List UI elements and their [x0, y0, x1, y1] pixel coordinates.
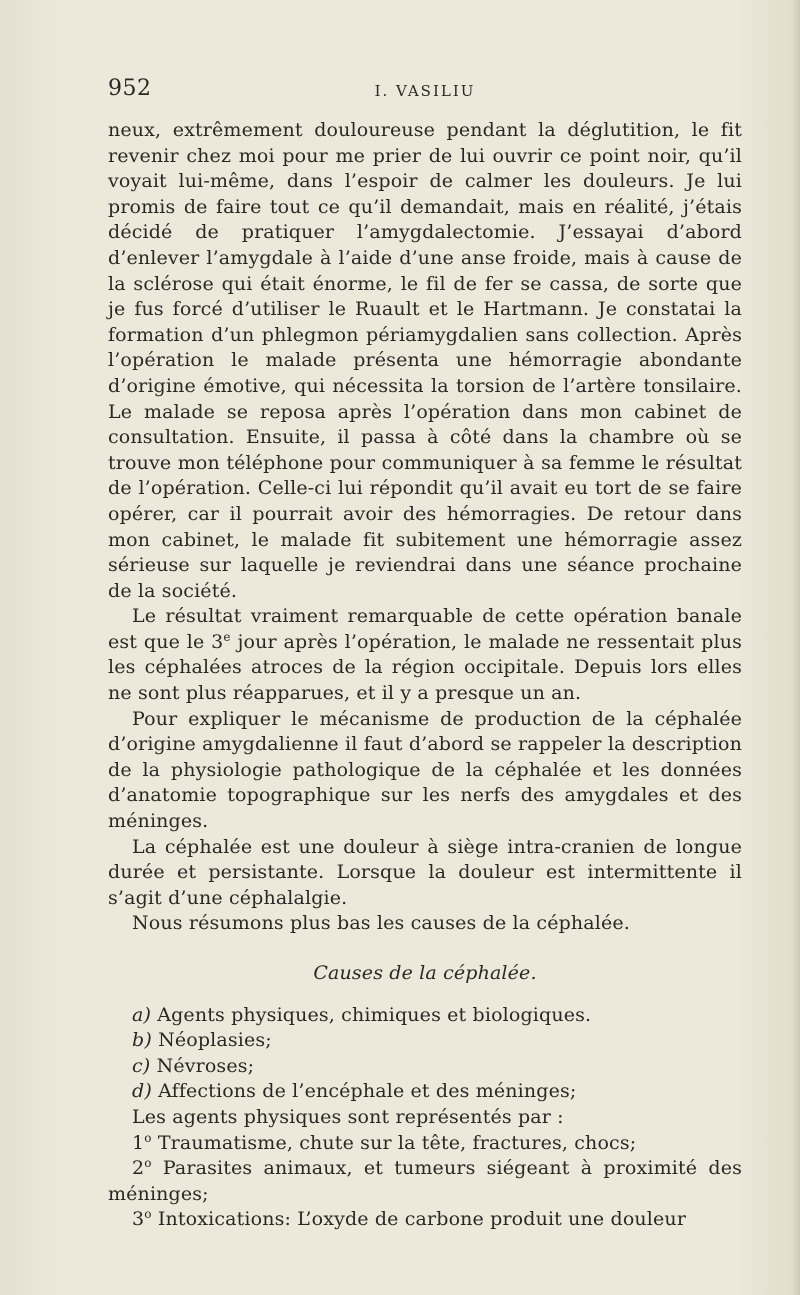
- numbered-item: [108, 1207, 742, 1233]
- cause-letter: d): [132, 1080, 152, 1103]
- item-text: Intoxications: L’oxyde de carbone produit une douleur: [151, 1208, 687, 1231]
- page-body: [108, 118, 742, 1233]
- numbered-item: [108, 1156, 742, 1207]
- cause-item: [108, 1079, 742, 1105]
- cause-text: Agents physiques, chimiques et biologiques.: [157, 1003, 592, 1026]
- numbered-item: [108, 1131, 742, 1157]
- cause-item: [108, 1054, 742, 1080]
- cause-text: Névroses;: [156, 1054, 255, 1077]
- item-text: Parasites animaux, et tumeurs siégeant à proximité des méninges;: [108, 1157, 742, 1205]
- result-superscript: e: [223, 629, 231, 644]
- running-head: I. VASILIU: [374, 82, 476, 100]
- cause-text: Affections de l’encéphale et des méninges;: [158, 1080, 577, 1103]
- paragraph-result: [108, 604, 742, 706]
- item-number-sup: o: [144, 1156, 152, 1171]
- result-text-after: jour après l’opération, le malade ne ressentait plus les céphalées atroces de la région occipitale. Depuis lors elles ne sont plus réapparues, et il y a presque un an.: [108, 630, 742, 705]
- result-text-before: Le résultat vraiment remarquable de cette opération banale est que le 3: [108, 605, 742, 653]
- item-number: 2: [132, 1157, 145, 1180]
- page-edge-shadow: [792, 0, 800, 1295]
- item-number-sup: o: [144, 1207, 152, 1222]
- cause-letter: c): [132, 1054, 151, 1077]
- item-number-sup: o: [144, 1130, 152, 1145]
- paragraph-physical-agents: Les agents physiques sont représentés par :: [132, 1105, 564, 1128]
- section-title: Causes de la céphalée.: [313, 962, 537, 984]
- cause-item: [108, 1003, 742, 1029]
- cause-text: Néoplasies;: [158, 1029, 272, 1052]
- cause-letter: a): [132, 1003, 152, 1026]
- paragraph-case-narrative: neux, extrêmement douloureuse pendant la déglutition, le fit revenir chez moi pour me prier de lui ouvrir ce point noir, qu’il voyait lui-même, dans l’espoir de calmer les douleurs. Je lui promis de faire tout ce qu’il demandait, mais en réalité, j’étais décidé de pratiquer l’amygdalectomie. J’essayai d’abord d’enlever l’amygdale à l’aide d’une anse froide, mais à cause de la sclérose qui était énorme, le fil de fer se cassa, de sorte que je fus forcé d’utiliser le Ruault et le Hartmann. Je constatai la formation d’un phlegmon périamygdalien sans collection. Après l’opération le malade présenta une hémorragie abondante d’origine émotive, qui nécessita la torsion de l’artère tonsilaire. Le malade se reposa après l’opération dans mon cabinet de consultation. Ensuite, il passa à côté dans la chambre où se trouve mon téléphone pour communiquer à sa femme le résultat de l’opération. Celle-ci lui répondit qu’il avait eu tort de se faire opérer, car il pourrait avoir des hémorragies. De retour dans mon cabinet, le malade fit subitement une hémorragie assez sérieuse sur laquelle je reviendrai dans une séance prochaine de la société.: [108, 119, 742, 602]
- item-text: Traumatisme, chute sur la tête, fractures, chocs;: [151, 1131, 637, 1154]
- cause-letter: b): [132, 1029, 152, 1052]
- item-number: 1: [132, 1131, 145, 1154]
- cause-item: [108, 1028, 742, 1054]
- paragraph-definition: La céphalée est une douleur à siège intra-cranien de longue durée et persistante. Lorsque la douleur est intermittente il s’agit d’une céphalalgie.: [108, 835, 742, 909]
- paragraph-mechanism: Pour expliquer le mécanisme de production de la céphalée d’origine amygdalienne il faut d’abord se rappeler la description de la physiologie pathologique de la céphalée et les données d’anatomie topographique sur les nerfs des amygdales et des méninges.: [108, 707, 742, 833]
- paragraph-summary-intro: Nous résumons plus bas les causes de la céphalée.: [132, 912, 630, 935]
- page-header: [108, 76, 742, 106]
- page-number: 952: [108, 76, 152, 101]
- item-number: 3: [132, 1208, 145, 1231]
